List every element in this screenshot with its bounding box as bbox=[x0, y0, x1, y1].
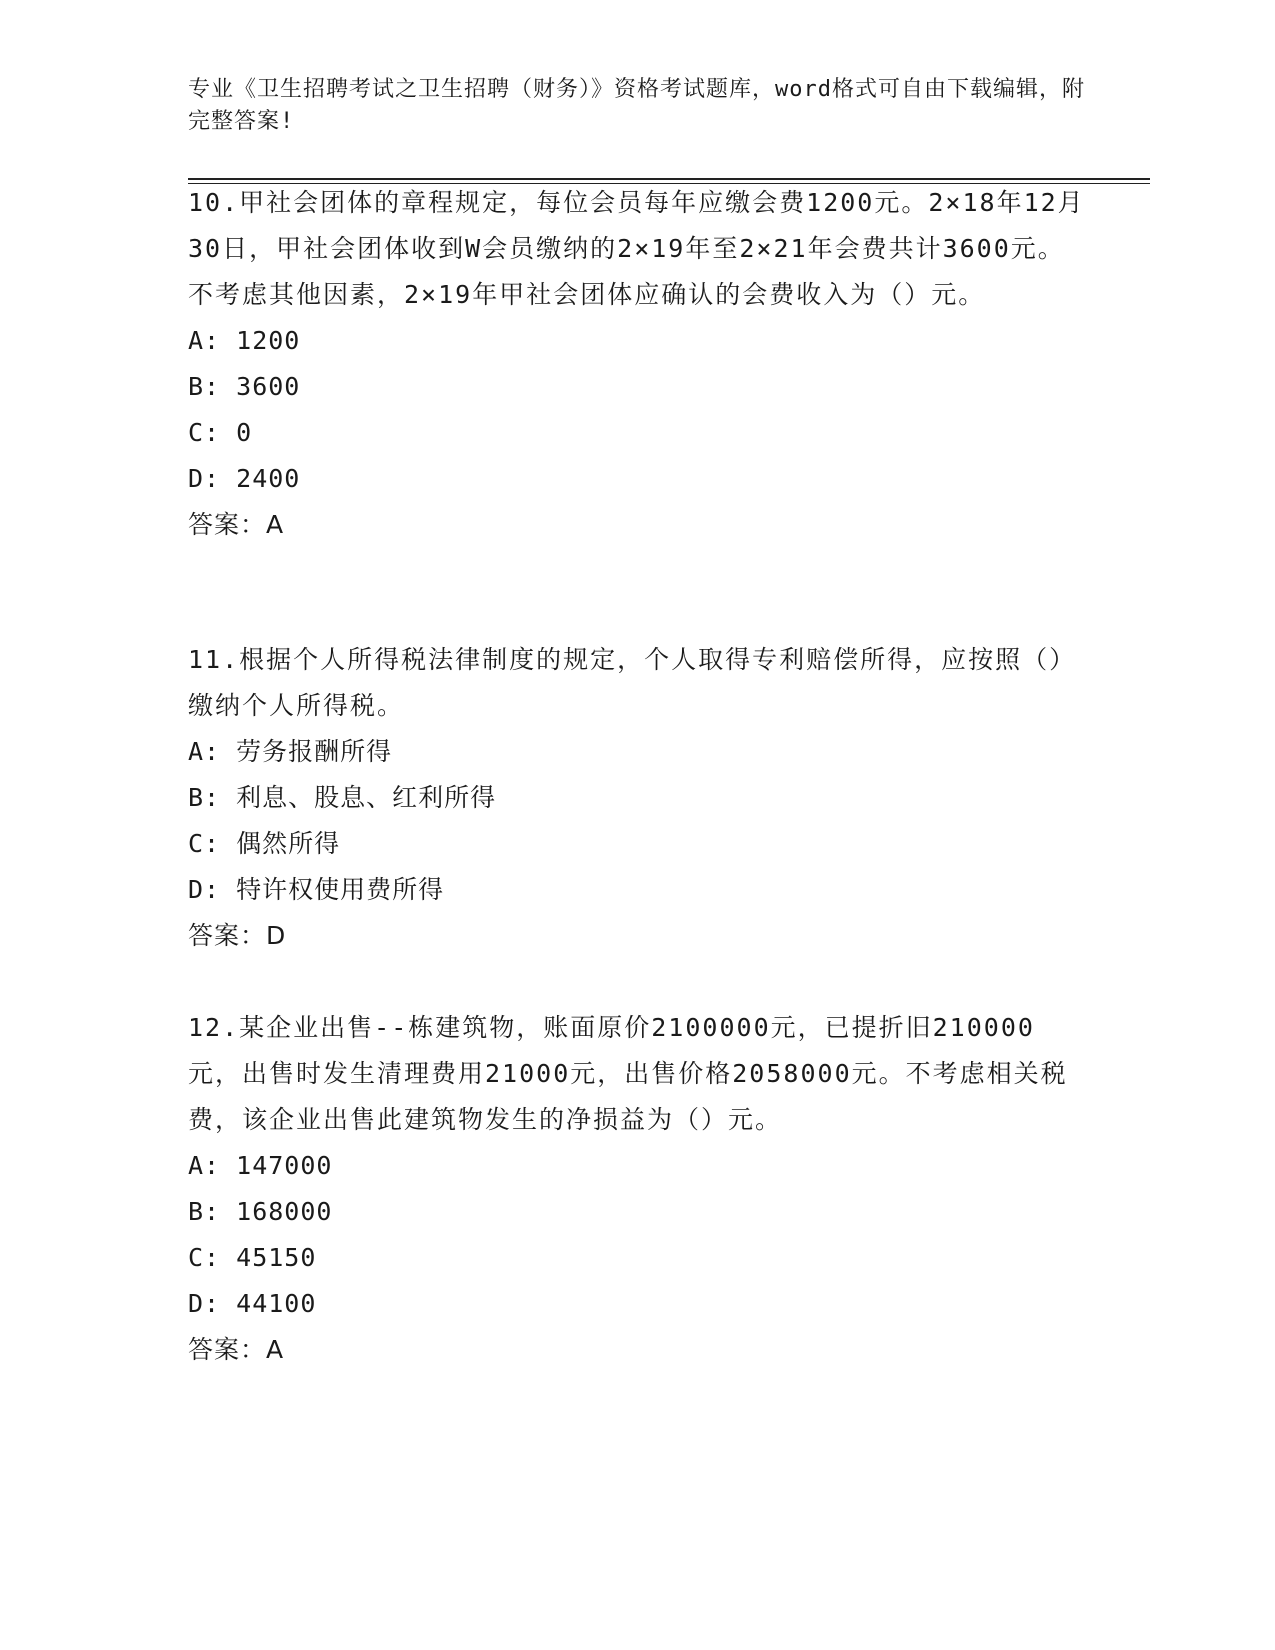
question-stem: 11.根据个人所得税法律制度的规定，个人取得专利赔偿所得，应按照（）缴纳个人所得税。 bbox=[188, 645, 1077, 720]
question-10 bbox=[188, 180, 1088, 548]
option-a: A: 1200 bbox=[188, 326, 301, 355]
option-d: D: 2400 bbox=[188, 464, 301, 493]
option-a: A: 劳务报酬所得 bbox=[188, 737, 393, 766]
option-d: D: 特许权使用费所得 bbox=[188, 875, 445, 904]
question-11 bbox=[188, 637, 1088, 959]
option-c: C: 0 bbox=[188, 418, 253, 447]
answer-line: 答案：A bbox=[188, 1335, 285, 1364]
option-a: A: 147000 bbox=[188, 1151, 333, 1180]
document-header: 专业《卫生招聘考试之卫生招聘（财务）》资格考试题库，word格式可自由下载编辑，附完整答案! bbox=[188, 77, 1085, 134]
answer-line: 答案：A bbox=[188, 510, 285, 539]
answer-line: 答案：D bbox=[188, 921, 287, 950]
question-12 bbox=[188, 1005, 1088, 1373]
option-c: C: 偶然所得 bbox=[188, 829, 341, 858]
option-b: B: 3600 bbox=[188, 372, 301, 401]
option-b: B: 利息、股息、红利所得 bbox=[188, 783, 497, 812]
question-stem: 10.甲社会团体的章程规定，每位会员每年应缴会费1200元。2×18年12月30日，甲社会团体收到W会员缴纳的2×19年至2×21年会费共计3600元。不考虑其他因素，2×19年甲社会团体应确认的会费收入为（）元。 bbox=[188, 188, 1085, 309]
option-b: B: 168000 bbox=[188, 1197, 333, 1226]
option-d: D: 44100 bbox=[188, 1289, 317, 1318]
question-stem: 12.某企业出售--栋建筑物，账面原价2100000元，已提折旧210000元，出售时发生清理费用21000元，出售价格2058000元。不考虑相关税费，该企业出售此建筑物发生的净损益为（）元。 bbox=[188, 1013, 1068, 1134]
option-c: C: 45150 bbox=[188, 1243, 317, 1272]
